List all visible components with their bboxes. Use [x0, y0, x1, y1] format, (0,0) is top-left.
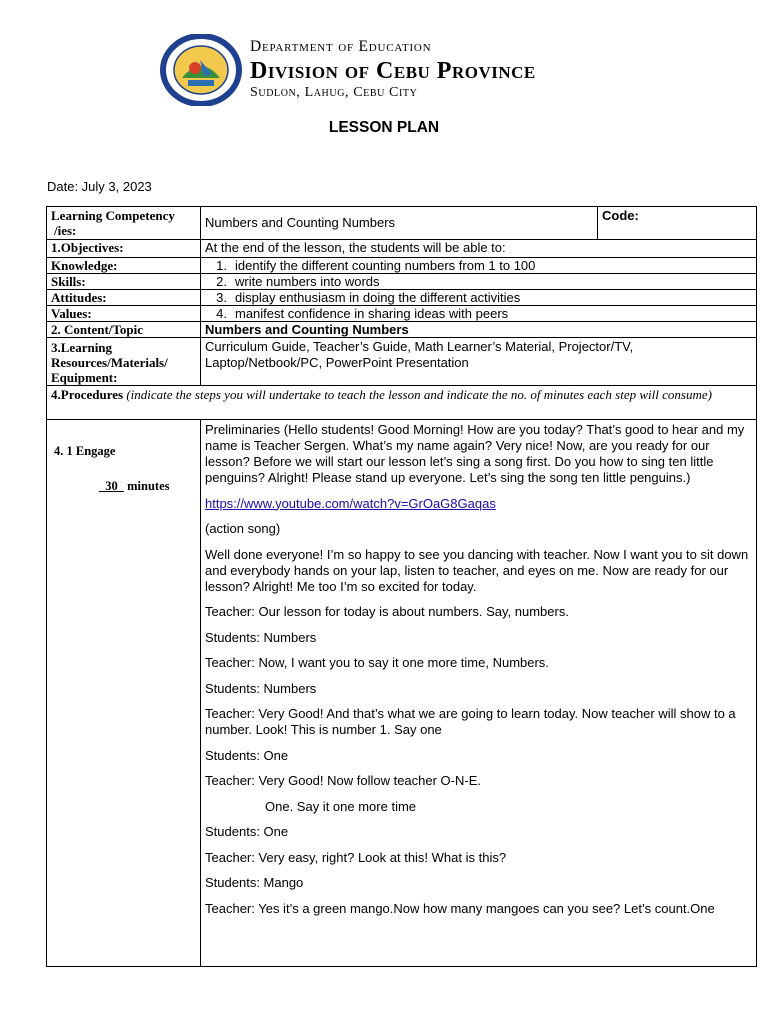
attitudes-value: display enthusiasm in doing the different activities: [235, 290, 521, 305]
knowledge-label: Knowledge:: [47, 258, 201, 274]
table-row: [47, 386, 757, 420]
table-row: [47, 240, 757, 258]
list-number: 4.: [216, 306, 227, 321]
values-value: manifest confidence in sharing ideas with peers: [235, 306, 509, 321]
table-row: [47, 322, 757, 338]
engage-content: [201, 420, 757, 967]
engage-paragraph: Students: One: [205, 747, 289, 763]
resources-label-line1: 3.Learning: [51, 340, 113, 355]
table-row: [47, 420, 757, 967]
resources-label: [47, 338, 201, 386]
engage-paragraph: Well done everyone! I’m so happy to see you dancing with teacher. Now I want you to sit down and everybody hands on your lap, listen to teacher, and eyes on me. Now are ready for our lesson? Alright! Me too I’m so excited for today.: [205, 546, 749, 594]
list-number: 1.: [216, 258, 227, 273]
lesson-plan-table: [46, 206, 757, 967]
engage-paragraph: Students: Numbers: [205, 629, 317, 645]
division-seal-logo: [160, 34, 242, 106]
resources-value-line2: Laptop/Netbook/PC, PowerPoint Presentation: [205, 355, 469, 370]
objectives-label: 1.Objectives:: [47, 240, 201, 258]
minutes-blank: 30: [99, 479, 124, 493]
engage-label: 4. 1 Engage: [54, 444, 116, 458]
table-row: [47, 338, 757, 386]
minutes-label: minutes: [127, 479, 170, 493]
engage-paragraph: One. Say it one more time: [265, 798, 417, 814]
competency-label: [47, 207, 201, 240]
content-value: Numbers and Counting Numbers: [201, 322, 757, 338]
knowledge-item: [201, 258, 757, 274]
values-item: [201, 306, 757, 322]
letterhead: [160, 34, 640, 106]
procedures-label: 4.Procedures: [51, 387, 124, 402]
list-number: 2.: [216, 274, 227, 289]
attitudes-item: [201, 290, 757, 306]
engage-paragraph: Students: Numbers: [205, 680, 317, 696]
competency-label-line2: /ies:: [54, 223, 77, 238]
knowledge-value: identify the different counting numbers from 1 to 100: [235, 258, 536, 273]
table-row: [47, 258, 757, 274]
youtube-link[interactable]: https://www.youtube.com/watch?v=GrOaG8Gaqas: [205, 495, 496, 511]
code-label: Code:: [598, 207, 757, 240]
procedures-header: [47, 386, 757, 420]
table-row: [47, 306, 757, 322]
engage-paragraph: Teacher: Our lesson for today is about numbers. Say, numbers.: [205, 604, 569, 619]
department-name: Department of Education: [250, 38, 432, 55]
engage-minutes: [99, 479, 196, 494]
table-row: [47, 274, 757, 290]
resources-value-line1: Curriculum Guide, Teacher’s Guide, Math Learner’s Material, Projector/TV,: [205, 339, 634, 354]
competency-label-line1: Learning Competency: [51, 208, 175, 223]
resources-value: [201, 338, 757, 386]
page-title: LESSON PLAN: [328, 119, 440, 136]
engage-paragraph: Students: Mango: [205, 875, 304, 890]
engage-paragraph: Students: One: [205, 824, 289, 839]
objectives-value: At the end of the lesson, the students will be able to:: [201, 240, 757, 258]
attitudes-label: Attitudes:: [47, 290, 201, 306]
resources-label-line2: Resources/Materials/: [51, 355, 168, 370]
engage-paragraph: Teacher: Now, I want you to say it one more time, Numbers.: [205, 655, 549, 670]
list-number: 3.: [216, 290, 227, 305]
skills-value: write numbers into words: [235, 274, 380, 289]
engage-label-cell: [47, 420, 201, 967]
engage-paragraph: Teacher: Very Good! Now follow teacher O-N-E.: [205, 773, 482, 788]
procedures-note: (indicate the steps you will undertake to teach the lesson and indicate the no. of minutes each step will consume): [126, 387, 712, 402]
table-row: [47, 290, 757, 306]
division-name: Division of Cebu Province: [250, 58, 536, 84]
competency-value: Numbers and Counting Numbers: [201, 207, 598, 240]
division-address: Sudlon, Lahug, Cebu City: [250, 85, 418, 100]
engage-paragraph: Teacher: Very easy, right? Look at this! What is this?: [205, 849, 507, 865]
values-label: Values:: [47, 306, 201, 322]
engage-paragraph: Teacher: Yes it’s a green mango.Now how many mangoes can you see? Let’s count.One: [205, 900, 715, 916]
resources-label-line3: Equipment:: [51, 370, 118, 385]
engage-paragraph: Preliminaries (Hello students! Good Morning! How are you today? That’s good to hear and my name is Teacher Sergen. What’s my name again? Very nice! Now, are you ready for our lesson? Before we will start our lesson let’s sing a song first. Do you how to sing ten little penguins? Alright! Please stand up everyone. Let’s sing the song ten little penguins.): [205, 422, 745, 485]
engage-paragraph: Teacher: Very Good! And that’s what we are going to learn today. Now teacher will show to a number. Look! This is number 1. Say one: [205, 706, 736, 737]
content-label: 2. Content/Topic: [47, 322, 201, 338]
skills-item: [201, 274, 757, 290]
table-row: [47, 207, 757, 240]
engage-paragraph: [205, 496, 752, 512]
engage-paragraph: (action song): [205, 521, 281, 536]
lesson-date: Date: July 3, 2023: [47, 179, 152, 194]
skills-label: Skills:: [47, 274, 201, 290]
